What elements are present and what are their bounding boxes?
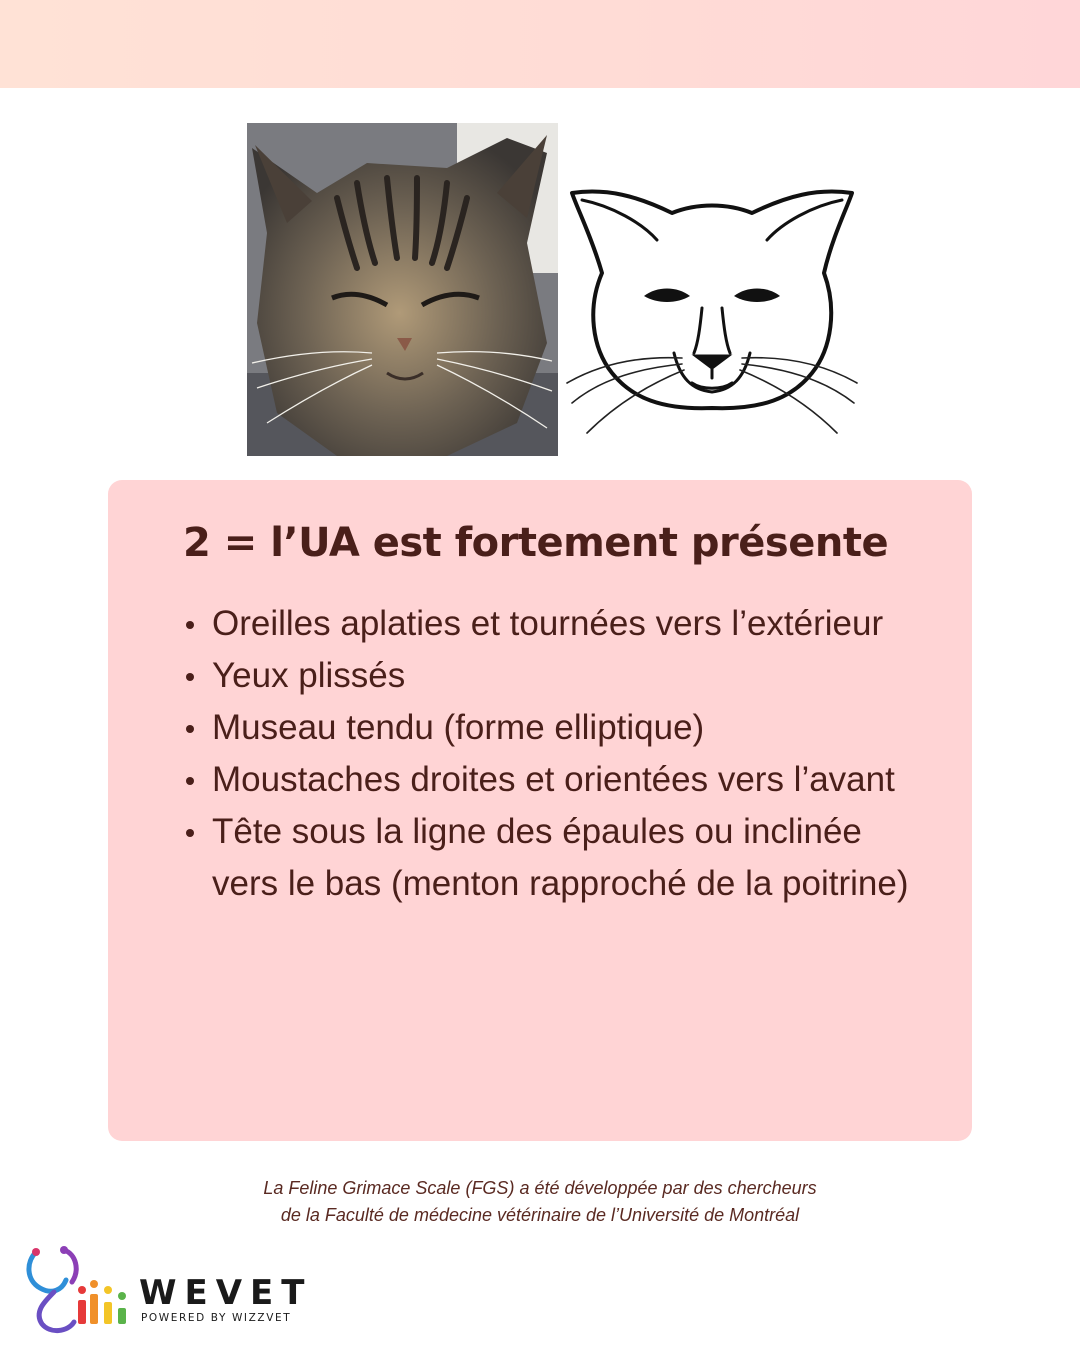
list-item: Moustaches droites et orientées vers l’avant: [212, 754, 932, 806]
bullet-icon: [186, 725, 194, 733]
bullet-icon: [186, 621, 194, 629]
list-item: Museau tendu (forme elliptique): [212, 702, 932, 754]
list-item: Oreilles aplaties et tournées vers l’extérieur: [212, 598, 932, 650]
logo-wordmark: WEVET: [139, 1273, 313, 1313]
top-banner: [0, 0, 1080, 88]
cat-photo: [247, 123, 558, 456]
credit-line-2: de la Faculté de médecine vétérinaire de l’Université de Montréal: [280, 1205, 800, 1225]
source-credit: [140, 1175, 940, 1229]
logo-tagline: POWERED BY WIZZVET: [141, 1312, 292, 1324]
score-card: [108, 480, 972, 1141]
score-title: 2 = l’UA est fortement présente: [183, 520, 889, 566]
bullet-icon: [186, 673, 194, 681]
criteria-list: [212, 598, 932, 910]
credit-line-1: La Feline Grimace Scale (FGS) a été développée par des chercheurs: [263, 1178, 817, 1198]
stethoscope-icon: [24, 1240, 134, 1336]
bullet-icon: [186, 829, 194, 837]
wevet-logo: [24, 1240, 313, 1340]
list-item: Tête sous la ligne des épaules ou inclinée vers le bas (menton rapproché de la poitrine): [212, 806, 932, 910]
bullet-icon: [186, 777, 194, 785]
list-item: Yeux plissés: [212, 650, 932, 702]
cat-face-drawing: [562, 178, 862, 438]
